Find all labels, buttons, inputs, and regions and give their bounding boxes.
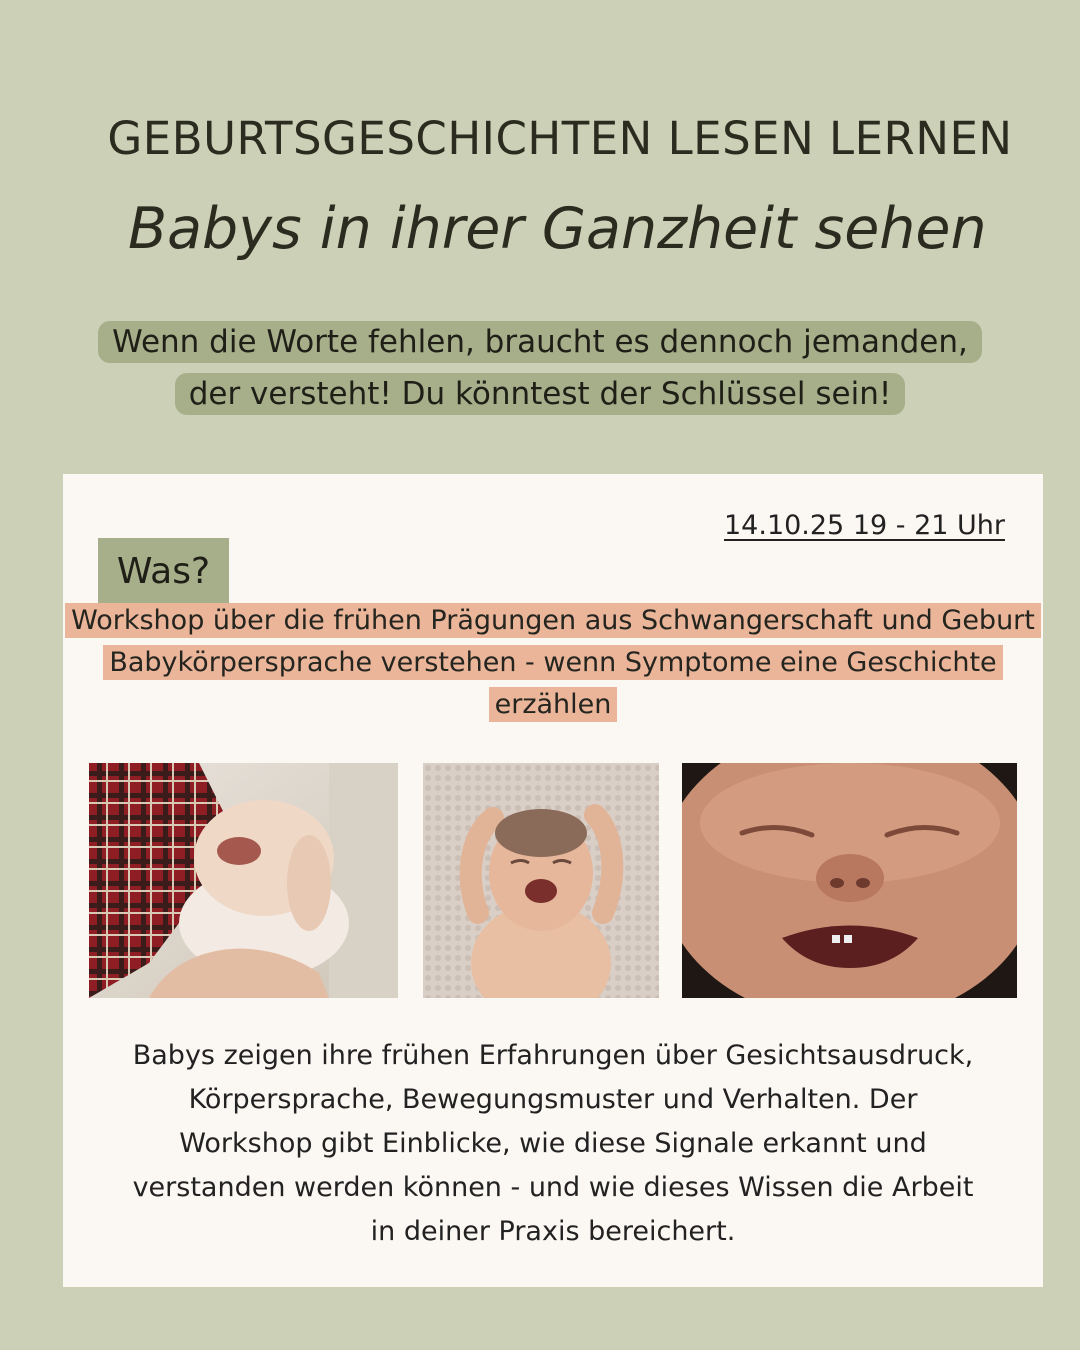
tagline: [0, 316, 1080, 420]
tagline-line-1: Wenn die Worte fehlen, braucht es dennoch jemanden,: [98, 321, 982, 363]
what-badge: Was?: [98, 538, 229, 604]
tagline-line-2: der versteht! Du könntest der Schlüssel sein!: [175, 373, 906, 415]
crying-baby-closeup-photo: [682, 763, 1017, 998]
workshop-topics: [63, 600, 1043, 726]
workshop-topic-2: Babykörpersprache verstehen - wenn Symptome eine Geschichte erzählen: [103, 645, 1002, 722]
event-card: [63, 474, 1043, 1287]
subheadline: Babys in ihrer Ganzheit sehen: [128, 196, 987, 262]
event-date: 14.10.25 19 - 21 Uhr: [724, 510, 1005, 541]
crying-newborn-photo: [423, 763, 659, 998]
workshop-topic-1: Workshop über die frühen Prägungen aus Schwangerschaft und Geburt: [65, 603, 1041, 638]
crying-baby-held-photo: [89, 763, 398, 998]
headline: GEBURTSGESCHICHTEN LESEN LERNEN: [107, 112, 1013, 165]
workshop-description: Babys zeigen ihre frühen Erfahrungen über Gesichtsausdruck, Körpersprache, Bewegungsmuster und Verhalten. Der Workshop gibt Einblicke, wie diese Signale erkannt und verstanden werden können - und wie dieses Wissen die Arbeit in deiner Praxis bereichert.: [132, 1040, 974, 1247]
